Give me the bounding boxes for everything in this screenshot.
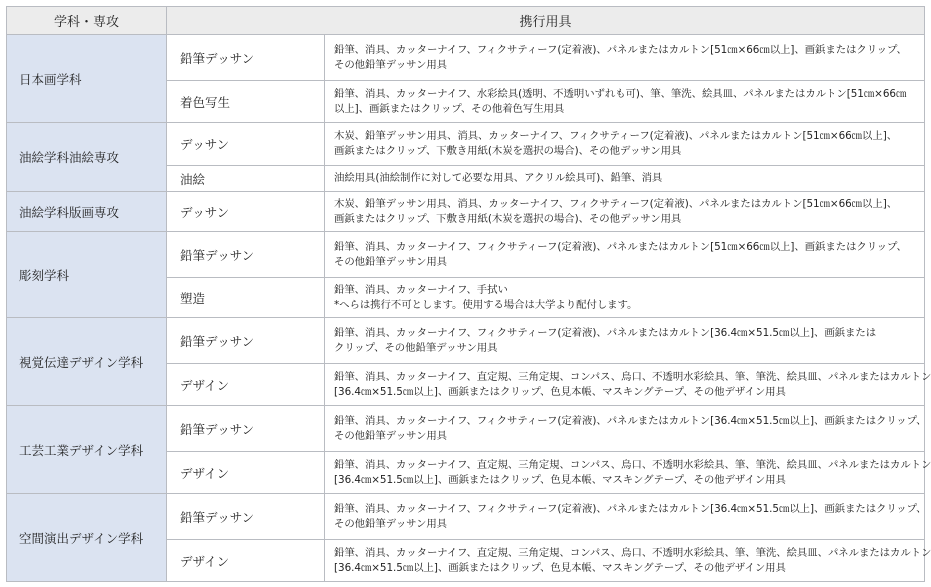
items-line: 鉛筆、消具、カッターナイフ、フィクサティーフ(定着液)、パネルまたはカルトン[36.4㎝×51.5㎝以上]、画鋲またはクリップ、: [334, 502, 927, 515]
items-line: 鉛筆、消具、カッターナイフ、手拭い: [334, 283, 508, 296]
table-row: [7, 232, 925, 278]
department-cell: 彫刻学科: [7, 232, 167, 318]
items-cell: [325, 81, 925, 123]
table-row: [7, 494, 925, 540]
table-body: [7, 35, 931, 582]
items-cell: [325, 123, 925, 166]
items-cell: [325, 232, 925, 278]
items-line: 鉛筆、消具、カッターナイフ、フィクサティーフ(定着液)、パネルまたはカルトン[51㎝×66㎝以上]、画鋲またはクリップ、: [334, 43, 907, 56]
items-cell: [325, 192, 925, 232]
exam-cell: デッサン: [167, 123, 325, 166]
items-cell: [325, 318, 925, 364]
items-line: その他鉛筆デッサン用具: [334, 517, 448, 530]
items-line: 鉛筆、消具、カッターナイフ、水彩絵具(透明、不透明いずれも可)、筆、筆洗、絵具皿、パネルまたはカルトン[51㎝×66㎝: [334, 87, 907, 100]
items-line: 油絵用具(油絵制作に対して必要な用具、アクリル絵具可)、鉛筆、消具: [334, 172, 663, 185]
items-line: *へらは携行不可とします。使用する場合は大学より配付します。: [334, 298, 638, 311]
items-line: 鉛筆、消具、カッターナイフ、フィクサティーフ(定着液)、パネルまたはカルトン[51㎝×66㎝以上]、画鋲またはクリップ、: [334, 240, 907, 253]
items-line: [36.4㎝×51.5㎝以上]、画鋲またはクリップ、色見本帳、マスキングテープ、その他デザイン用具: [334, 561, 786, 574]
exam-cell: 塑造: [167, 278, 325, 318]
department-cell: 空間演出デザイン学科: [7, 494, 167, 582]
items-line: 画鋲またはクリップ、下敷き用紙(木炭を選択の場合)、その他デッサン用具: [334, 212, 682, 225]
exam-cell: デッサン: [167, 192, 325, 232]
items-cell: [325, 278, 925, 318]
department-cell: 視覚伝達デザイン学科: [7, 318, 167, 406]
exam-cell: 鉛筆デッサン: [167, 494, 325, 540]
items-line: その他鉛筆デッサン用具: [334, 58, 448, 71]
exam-cell: 鉛筆デッサン: [167, 406, 325, 452]
items-line: その他鉛筆デッサン用具: [334, 429, 448, 442]
exam-cell: デザイン: [167, 540, 325, 582]
department-cell: 工芸工業デザイン学科: [7, 406, 167, 494]
items-cell: [325, 406, 925, 452]
items-line: 鉛筆、消具、カッターナイフ、直定規、三角定規、コンパス、烏口、不透明水彩絵具、筆、筆洗、絵具皿、パネルまたはカルトン: [334, 370, 931, 383]
items-line: 画鋲またはクリップ、下敷き用紙(木炭を選択の場合)、その他デッサン用具: [334, 145, 682, 157]
items-line: 木炭、鉛筆デッサン用具、消具、カッターナイフ、フィクサティーフ(定着液)、パネルまたはカルトン[51㎝×66㎝以上]、: [334, 130, 898, 143]
header-row: [7, 7, 925, 35]
table-row: [7, 35, 925, 81]
department-cell: 日本画学科: [7, 35, 167, 123]
items-line: 鉛筆、消具、カッターナイフ、フィクサティーフ(定着液)、パネルまたはカルトン[36.4㎝×51.5㎝以上]、画鋲または: [334, 326, 877, 339]
items-line: [36.4㎝×51.5㎝以上]、画鋲またはクリップ、色見本帳、マスキングテープ、その他デザイン用具: [334, 473, 786, 486]
items-line: その他鉛筆デッサン用具: [334, 255, 448, 268]
table-row: [7, 192, 925, 232]
header-dept: 学科・専攻: [7, 7, 167, 35]
supplies-table: [6, 6, 931, 582]
items-cell: [325, 364, 931, 406]
items-line: 鉛筆、消具、カッターナイフ、フィクサティーフ(定着液)、パネルまたはカルトン[36.4㎝×51.5㎝以上]、画鋲またはクリップ、: [334, 414, 927, 427]
items-cell: [325, 540, 931, 582]
exam-cell: 鉛筆デッサン: [167, 232, 325, 278]
items-cell: [325, 166, 925, 192]
exam-cell: 油絵: [167, 166, 325, 192]
table-row: [7, 123, 925, 166]
exam-cell: デザイン: [167, 364, 325, 406]
items-line: 以上]、画鋲またはクリップ、その他着色写生用具: [334, 102, 565, 115]
items-line: 木炭、鉛筆デッサン用具、消具、カッターナイフ、フィクサティーフ(定着液)、パネルまたはカルトン[51㎝×66㎝以上]、: [334, 197, 898, 210]
items-line: クリップ、その他鉛筆デッサン用具: [334, 341, 498, 354]
exam-cell: 着色写生: [167, 81, 325, 123]
items-cell: [325, 494, 925, 540]
table-row: [7, 406, 925, 452]
items-cell: [325, 452, 931, 494]
items-line: 鉛筆、消具、カッターナイフ、直定規、三角定規、コンパス、烏口、不透明水彩絵具、筆、筆洗、絵具皿、パネルまたはカルトン: [334, 546, 931, 559]
department-cell: 油絵学科版画専攻: [7, 192, 167, 232]
header-items: 携行用具: [167, 7, 925, 35]
exam-cell: デザイン: [167, 452, 325, 494]
exam-cell: 鉛筆デッサン: [167, 318, 325, 364]
items-line: 鉛筆、消具、カッターナイフ、直定規、三角定規、コンパス、烏口、不透明水彩絵具、筆、筆洗、絵具皿、パネルまたはカルトン: [334, 458, 931, 471]
items-cell: [325, 35, 925, 81]
table-row: [7, 318, 925, 364]
items-line: [36.4㎝×51.5㎝以上]、画鋲またはクリップ、色見本帳、マスキングテープ、その他デザイン用具: [334, 385, 786, 398]
department-cell: 油絵学科油絵専攻: [7, 123, 167, 192]
exam-cell: 鉛筆デッサン: [167, 35, 325, 81]
